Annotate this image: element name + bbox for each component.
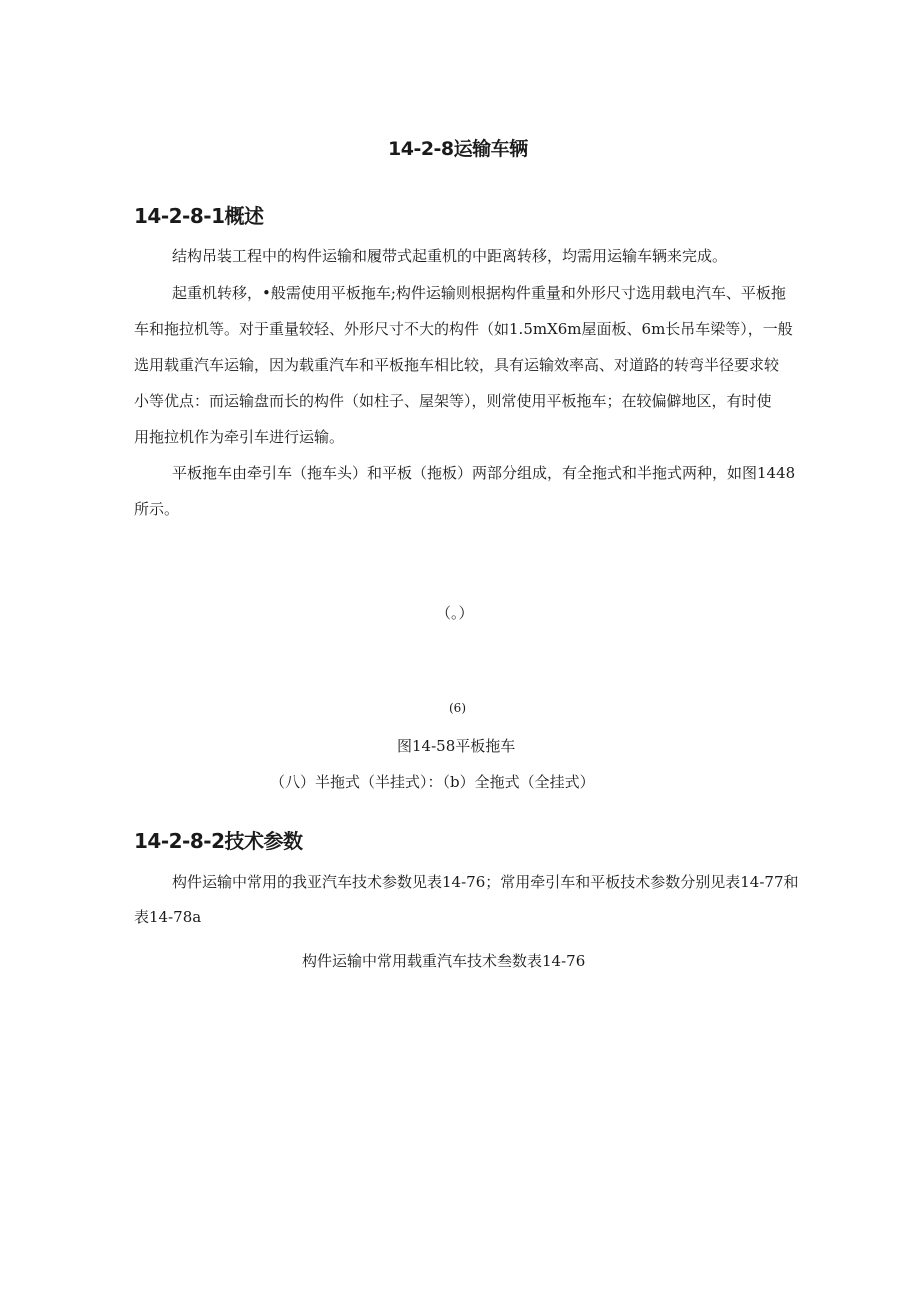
figure-caption: 图14-58平板拖车 bbox=[397, 737, 516, 755]
page-title: 14-2-8运输车辆 bbox=[388, 138, 528, 160]
paragraph-line: 平板拖车由牵引车（拖车头）和平板（拖板）两部分组成，有全拖式和半拖式两种，如图1448 bbox=[172, 464, 796, 482]
paragraph-line: 所示。 bbox=[134, 500, 180, 518]
figure-subcaption: （八）半拖式（半挂式）：（b）全拖式（全挂式） bbox=[270, 773, 595, 791]
paragraph-line: 小等优点：而运输盘而长的构件（如柱子、屋架等），则常使用平板拖车；在较偏僻地区，有时使 bbox=[134, 392, 772, 410]
figure-label-b: (6) bbox=[449, 701, 466, 715]
section-heading-parameters: 14-2-8-2技术参数 bbox=[134, 829, 303, 853]
section-heading-overview: 14-2-8-1概述 bbox=[134, 204, 264, 228]
paragraph-1: 结构吊装工程中的构件运输和履带式起重机的中距离转移，均需用运输车辆来完成。 bbox=[172, 247, 728, 265]
paragraph-line: 构件运输中常用的我亚汽车技术参数见表14-76；常用牵引车和平板技术参数分别见表14-77和 bbox=[172, 873, 799, 891]
paragraph-line: 起重机转移，•般需使用平板拖车;构件运输则根据构件重量和外形尺寸选用载电汽车、平板拖 bbox=[172, 284, 786, 302]
paragraph-line: 用拖拉机作为牵引车进行运输。 bbox=[134, 428, 345, 446]
table-caption: 构件运输中常用载重汽车技术叁数表14-76 bbox=[302, 952, 586, 970]
paragraph-line: 选用载重汽车运输，因为载重汽车和平板拖车相比较，具有运输效率高、对道路的转弯半径要求较 bbox=[134, 356, 780, 374]
figure-label-a: （。） bbox=[436, 604, 474, 622]
paragraph-line: 表14-78a bbox=[134, 908, 202, 926]
paragraph-line: 车和拖拉机等。对于重量较轻、外形尺寸不大的构件（如1.5mX6m屋面板、6m长吊车梁等），一般 bbox=[134, 320, 793, 338]
